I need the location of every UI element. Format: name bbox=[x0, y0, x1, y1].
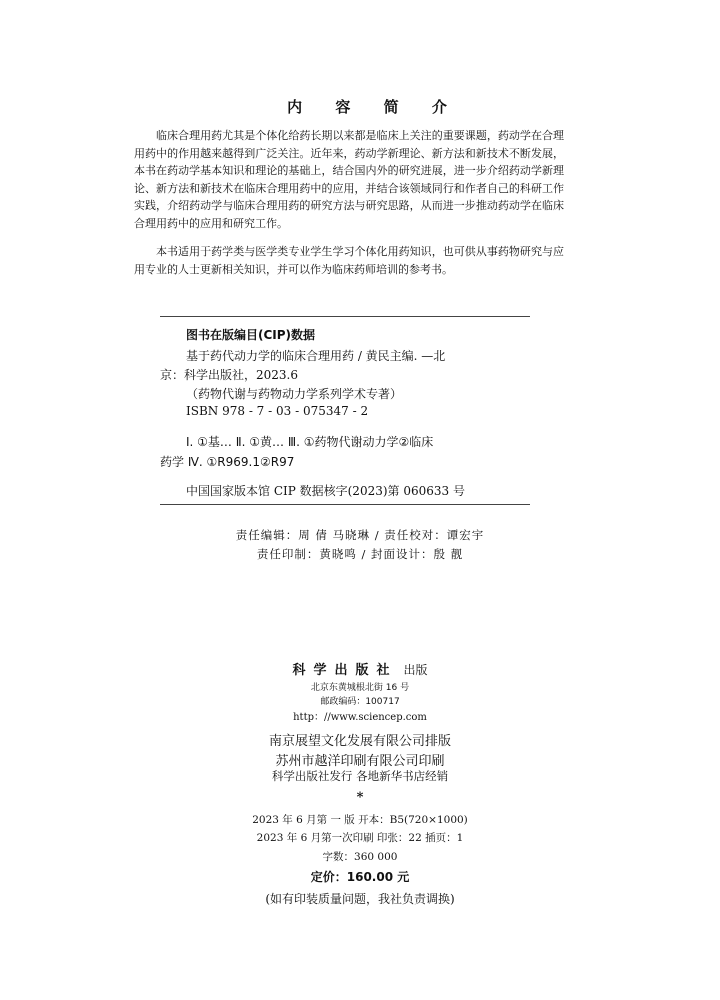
printer-line: 苏州市越洋印刷有限公司印刷 bbox=[275, 754, 445, 769]
publisher-website: http：//www.sciencep.com bbox=[293, 712, 427, 723]
summary-paragraph-1: 临床合理用药尤其是个体化给药长期以来都是临床上关注的重要课题，药动学在合理用药中的作用越来越得到广泛关注。近年来，药动学新理论、新方法和新技术不断发展，本书在药动学基本知识和理论的基础上，结合国内外的研究进展，进一步介绍药动学新理论、新方法和新技术在临床合理用药中的应用，并结合该领域同行和作者自己的科研工作实践，介绍药动学与临床合理用药的研究方法与研究思路，从而进一步推动药动学在临床合理用药中的应用和研究工作。 bbox=[134, 129, 564, 230]
publisher-suffix: 出版 bbox=[403, 663, 428, 677]
price: 定价：160.00 元 bbox=[310, 870, 410, 884]
cip-classification-continued: 药学 Ⅳ. ①R969.1②R97 bbox=[160, 455, 295, 469]
publisher-address: 北京东黄城根北街 16 号 bbox=[310, 683, 410, 693]
summary-paragraph-2: 本书适用于药学类与医学类专业学生学习个体化用药知识，也可供从事药物研究与应用专业的人士更新相关知识，并可以作为临床药师培训的参考书。 bbox=[134, 245, 564, 276]
edition-line-2: 2023 年 6 月第一次印刷 印张：22 插页：1 bbox=[256, 832, 464, 844]
cip-top-rule bbox=[160, 316, 530, 317]
edition-line-1: 2023 年 6 月第 一 版 开本：B5(720×1000) bbox=[252, 814, 468, 826]
publisher-postcode: 邮政编码：100717 bbox=[320, 697, 400, 707]
cip-classification: Ⅰ. ①基… Ⅱ. ①黄… Ⅲ. ①药物代谢动力学②临床 bbox=[186, 435, 434, 449]
page-title: 内 容 简 介 bbox=[287, 98, 461, 116]
cip-series: （药物代谢与药物动力学系列学术专著） bbox=[186, 387, 403, 401]
cip-bottom-rule bbox=[160, 504, 530, 505]
typesetter-line: 南京展望文化发展有限公司排版 bbox=[268, 734, 451, 749]
cip-heading: 图书在版编目(CIP)数据 bbox=[186, 328, 316, 342]
cip-title-line: 基于药代动力学的临床合理用药 / 黄民主编. —北 bbox=[186, 349, 446, 363]
cip-isbn: ISBN 978 - 7 - 03 - 075347 - 2 bbox=[186, 404, 369, 418]
editorial-credits-line-1: 责任编辑：周 倩 马晓琳 / 责任校对：谭宏宇 bbox=[235, 528, 485, 542]
quality-notice: (如有印装质量问题，我社负责调换) bbox=[265, 892, 455, 906]
distribution-line: 科学出版社发行 各地新华书店经销 bbox=[271, 769, 449, 783]
cip-title-line-continued: 京：科学出版社，2023.6 bbox=[160, 368, 298, 382]
word-count: 字数：360 000 bbox=[322, 851, 398, 863]
cip-record-number: 中国国家版本馆 CIP 数据核字(2023)第 060633 号 bbox=[186, 484, 465, 498]
publisher-name: 科学出版社 bbox=[292, 663, 398, 678]
editorial-credits-line-2: 责任印制：黄晓鸣 / 封面设计：殷 靓 bbox=[256, 547, 464, 561]
publisher-line bbox=[0, 659, 720, 678]
separator-star: * bbox=[356, 790, 364, 805]
